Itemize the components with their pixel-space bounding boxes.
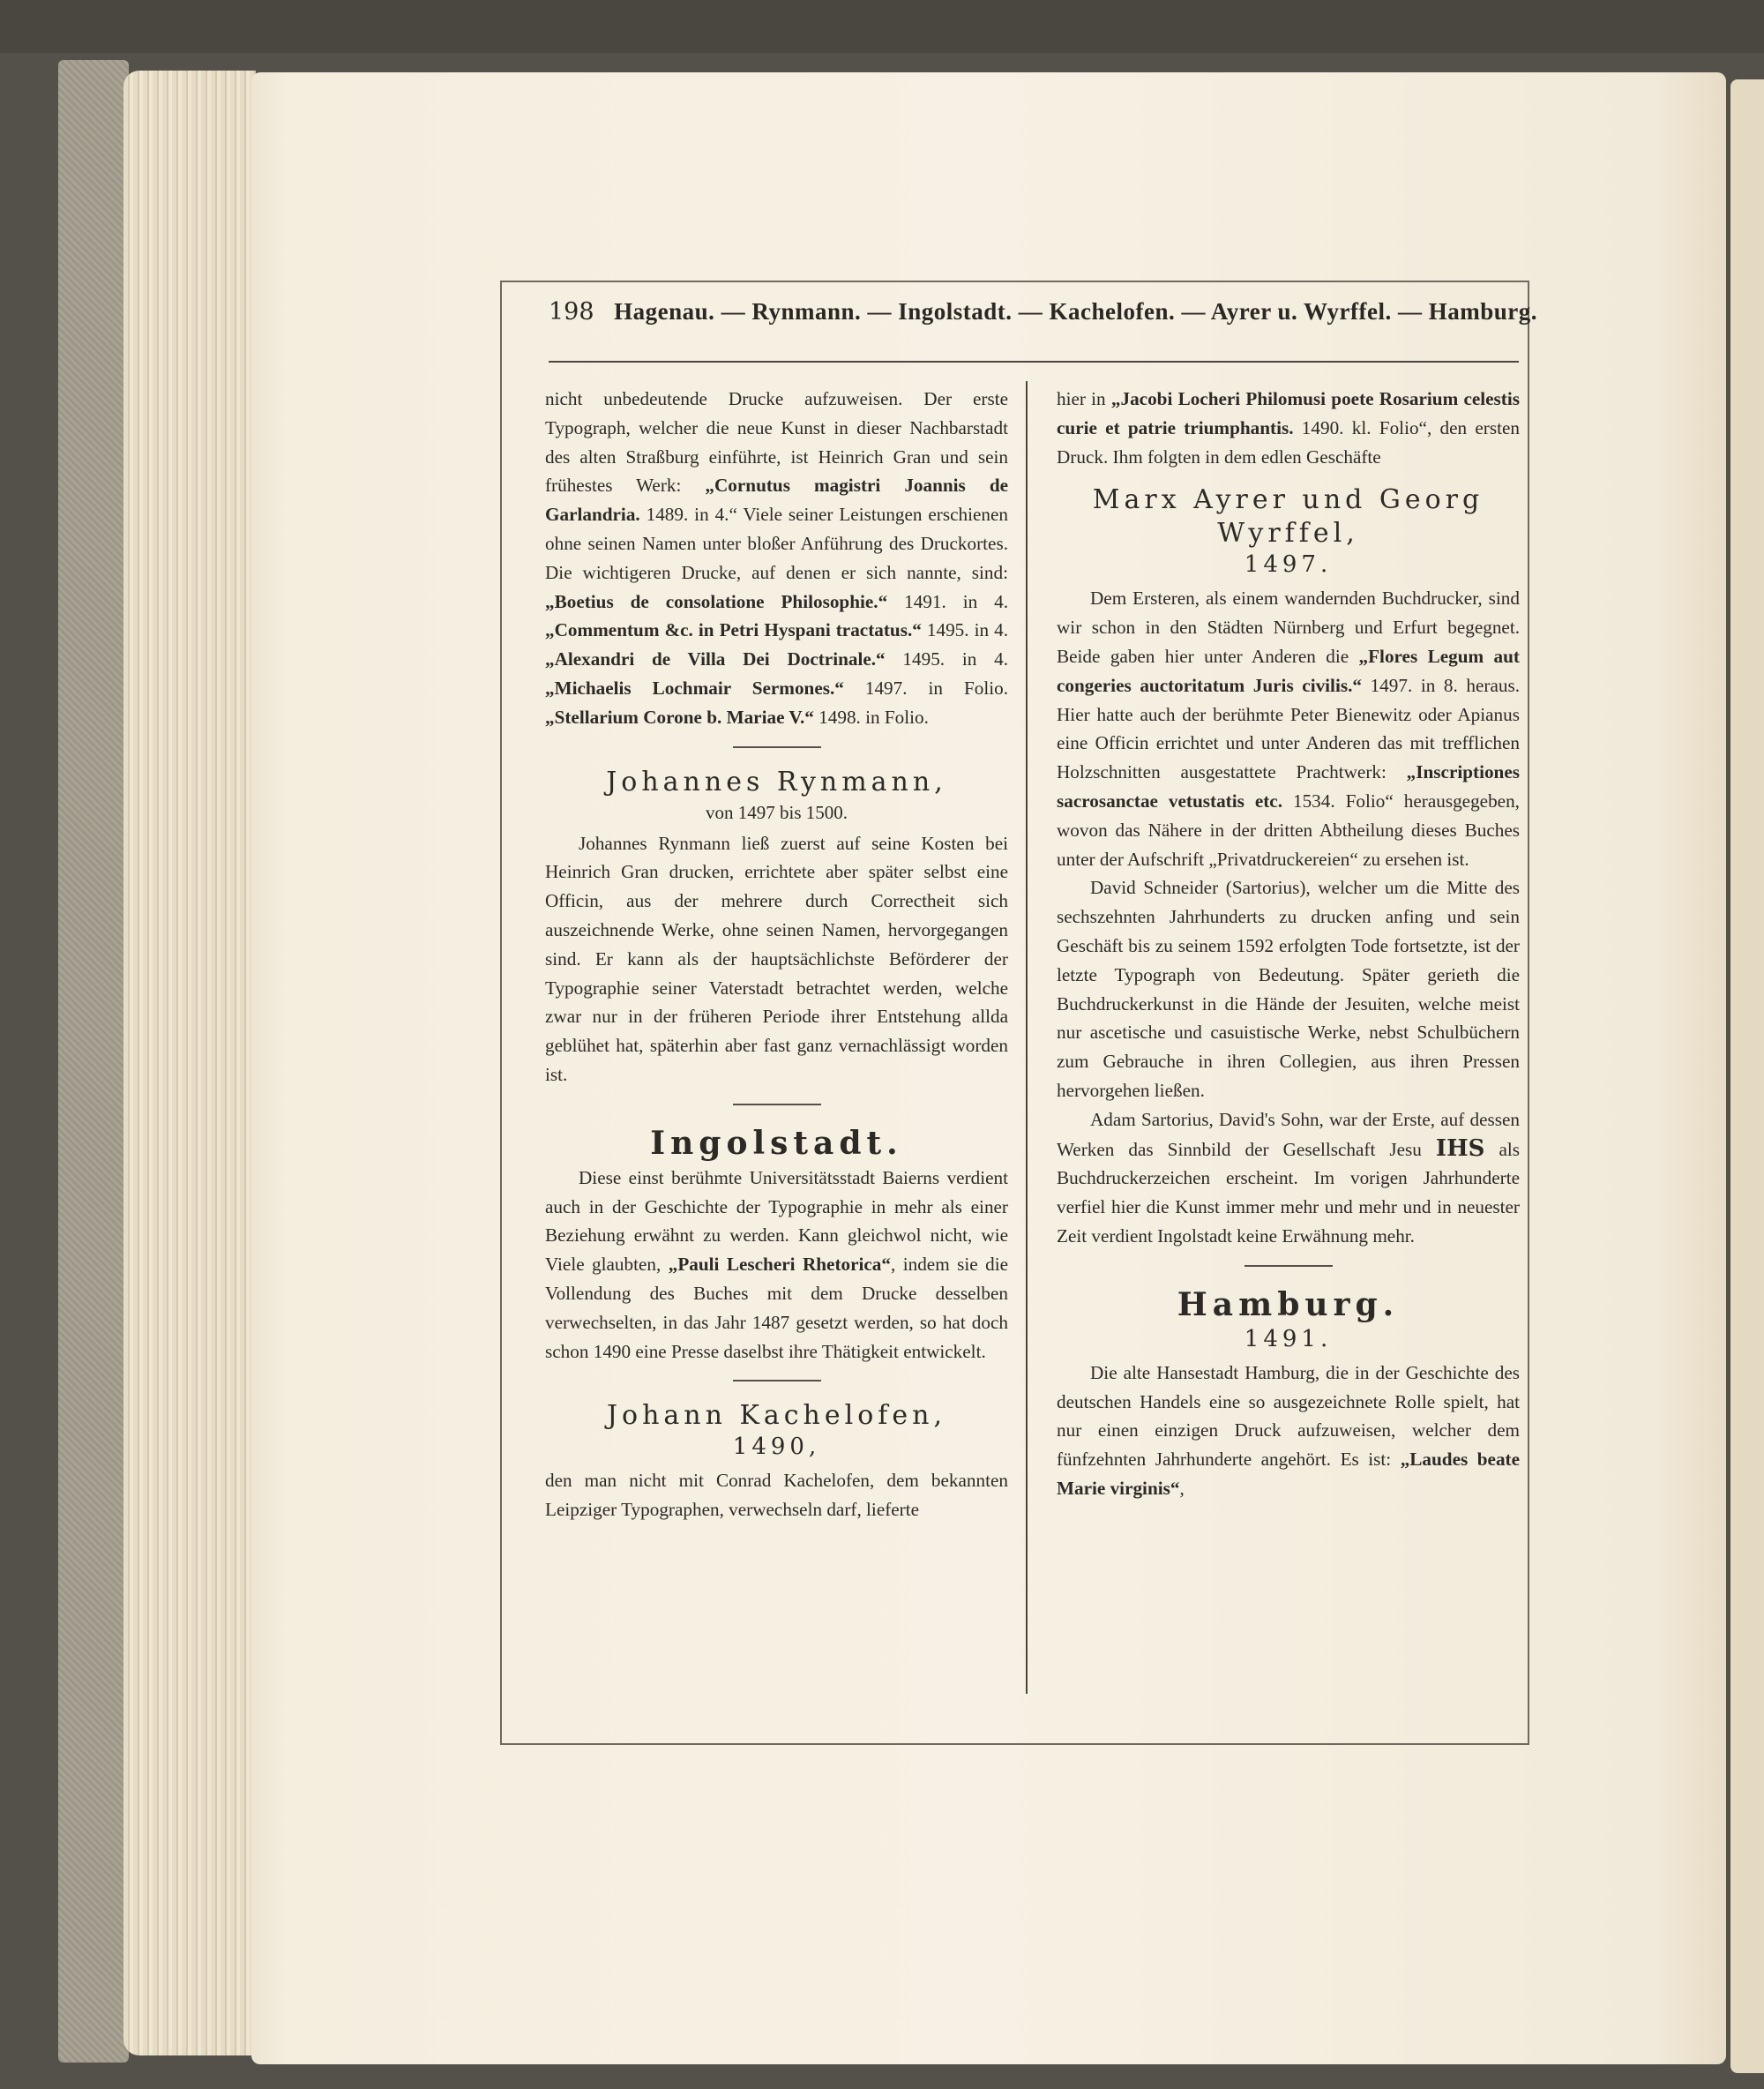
body-text: Die alte Hansestadt Hamburg, die in der Geschichte des deutschen Handels eine so ausgezeichnete Rolle spielt, hat nur einen einzigen Druck aufzuweisen, welcher dem fünfzehnten Jahrhunderte angehört. Es ist: <box>1057 1361 1520 1471</box>
book-title-text: „Jacobi Locheri Philomusi poete Rosarium celestis curie et patrie triumphantis. <box>1057 388 1520 438</box>
book-title-text: „Stellarium Corone b. Mariae V.“ <box>545 706 814 728</box>
hagenau-paragraph <box>545 385 1008 732</box>
body-text: 1489. in 4.“ Viele seiner Leistungen erschienen ohne seinen Namen unter bloßer Anführung des Druckortes. Die wichtigeren Drucke, auf denen er sich nannte, sind: <box>545 504 1008 583</box>
ayrer-heading: Marx Ayrer und Georg Wyrffel, <box>1092 484 1484 550</box>
book-title-text: „Flores Legum aut congeries auctoritatum Juris civilis.“ <box>1057 645 1520 696</box>
book-title-text: „Michaelis Lochmair Sermones.“ <box>545 677 844 699</box>
hamburg-year: 1491. <box>1244 1325 1333 1352</box>
book-binding <box>58 60 129 2063</box>
body-text: 1491. in 4. <box>887 590 1008 612</box>
kachelofen-continuation <box>1057 385 1520 471</box>
sartorius-text-b: als Buchdruckerzeichen erscheint. Im vorigen Jahrhunderte verfiel hier die Kunst immer mehr und mehr und in neuester Zeit verdient Ingolstadt keine Erwähnung mehr. <box>1057 1138 1520 1247</box>
book-title-text: „Alexandri de Villa Dei Doctrinale.“ <box>545 648 886 670</box>
sartorius-text-a: Adam Sartorius, David's Sohn, war der Erste, auf dessen Werken das Sinnbild der Gesellschaft Jesu <box>1057 1108 1520 1160</box>
book-cover-top <box>0 0 1764 53</box>
body-text: hier in <box>1057 388 1111 409</box>
left-column <box>545 385 1008 1524</box>
body-text: 1497. in 8. heraus. Hier hatte auch der berühmte Peter Bienewitz oder Apianus eine Officin errichtet und unter Anderen das mit trefflichen Holzschnitten ausgestattete Prachtwerk: <box>1057 674 1520 783</box>
body-text: Diese einst berühmte Universitätsstadt Baierns verdient auch in der Geschichte der Typographie in mehr als einer Beziehung erwähnt zu werden. Kann gleichwol nicht, wie Viele glaubten, <box>545 1166 1008 1276</box>
section-separator <box>1245 1265 1333 1267</box>
hamburg-paragraph <box>1057 1359 1520 1503</box>
header-rule <box>549 361 1519 363</box>
book-title-text: „Boetius de consolatione Philosophie.“ <box>545 590 888 612</box>
ayrer-paragraph <box>1057 584 1520 873</box>
schneider-paragraph: David Schneider (Sartorius), welcher um die Mitte des sechszehnten Jahrhunderts zu drucken anfing und sein Geschäft bis zu seinem 1592 erfolgten Tode fortsetzte, ist der letzte Typograph von Bedeutung. Später gerieth die Buchdruckerkunst in die Hände der Jesuiten, welche meist nur ascetische und casuistische Werke, nebst Schulbüchern zum Gebrauche in ihren Collegien, aus ihren Pressen hervorgehen ließen. <box>1057 877 1520 1101</box>
page-number: 198 <box>549 298 594 326</box>
book-title-text: „Pauli Lescheri Rhetorica“ <box>668 1254 891 1276</box>
header-title: Hagenau. — Rynmann. — Ingolstadt. — Kachelofen. — Ayrer u. Wyrffel. — Hamburg. <box>614 298 1537 325</box>
sartorius-paragraph <box>1057 1105 1520 1251</box>
book-title-text: „Commentum &c. in Petri Hyspani tractatus.“ <box>545 619 922 641</box>
right-column <box>1057 385 1520 1503</box>
body-text: 1534. Folio“ herausgegeben, wovon das Nähere in der dritten Abtheilung dieses Buches unter der Aufschrift „Privatdruckereien“ zu ersehen ist. <box>1057 790 1520 870</box>
kachelofen-paragraph: den man nicht mit Conrad Kachelofen, dem bekannten Leipziger Typographen, verwechseln darf, lieferte <box>545 1470 1008 1521</box>
hamburg-heading: Hamburg. <box>1177 1285 1400 1323</box>
facing-page-edge <box>1730 79 1764 2073</box>
section-separator <box>733 1104 821 1105</box>
page-edges <box>123 71 256 2055</box>
book-title-text: „Laudes beate Marie virginis“ <box>1057 1449 1520 1499</box>
rynmann-paragraph: Johannes Rynmann ließ zuerst auf seine Kosten bei Heinrich Gran drucken, errichtete aber später selbst eine Officin, aus der mehrere durch Correctheit sich auszeichnende Werke, ohne seinen Namen, hervorgegangen sind. Er kann als der hauptsächlichste Beförderer der Typographie seiner Vaterstadt betrachtet werden, welche zwar nur in der früheren Periode ihrer Entstehung allda geblühet hat, späterhin aber fast ganz vernachlässigt worden ist. <box>545 832 1008 1085</box>
section-separator <box>733 746 821 748</box>
body-text: 1495. in 4. <box>921 619 1009 641</box>
body-text: 1497. in Folio. <box>843 677 1009 699</box>
body-text: nicht unbedeutende Drucke aufzuweisen. Der erste Typograph, welcher die neue Kunst in dieser Nachbarstadt des alten Straßburg einführte, ist Heinrich Gran und sein frühestes Werk: <box>545 388 1008 497</box>
book-title-text: „Cornutus magistri Joannis de Garlandria. <box>545 475 1009 526</box>
ayrer-year: 1497. <box>1244 551 1333 579</box>
column-divider <box>1026 381 1028 1694</box>
kachelofen-heading: Johann Kachelofen, <box>606 1400 947 1432</box>
rynmann-heading: Johannes Rynmann, <box>606 766 947 797</box>
rynmann-years: von 1497 bis 1500. <box>705 801 848 823</box>
book-title-text: „Inscriptiones sacrosanctae vetustatis etc. <box>1057 761 1520 812</box>
kachelofen-year: 1490, <box>732 1434 821 1461</box>
body-text: 1495. in 4. <box>885 648 1008 670</box>
body-text: , <box>1179 1477 1185 1499</box>
body-text: 1498. in Folio. <box>813 706 929 728</box>
ihs-emblem: IHS <box>1435 1134 1485 1162</box>
section-separator <box>733 1380 821 1381</box>
body-text: , indem sie die Vollendung des Buches mit dem Drucke desselben verwechselten, in das Jahr 1487 gesetzt werden, so hat doch schon 1490 eine Presse daselbst ihre Thätigkeit entwickelt. <box>545 1254 1008 1362</box>
ingolstadt-heading: Ingolstadt. <box>650 1124 903 1162</box>
body-text: 1490. kl. Folio“, den ersten Druck. Ihm folgten in dem edlen Geschäfte <box>1057 416 1520 468</box>
ingolstadt-paragraph <box>545 1164 1008 1366</box>
body-text: Dem Ersteren, als einem wandernden Buchdrucker, sind wir schon in den Städten Nürnberg und Erfurt begegnet. Beide gaben hier unter Anderen die <box>1057 588 1520 667</box>
running-header <box>549 298 1537 342</box>
